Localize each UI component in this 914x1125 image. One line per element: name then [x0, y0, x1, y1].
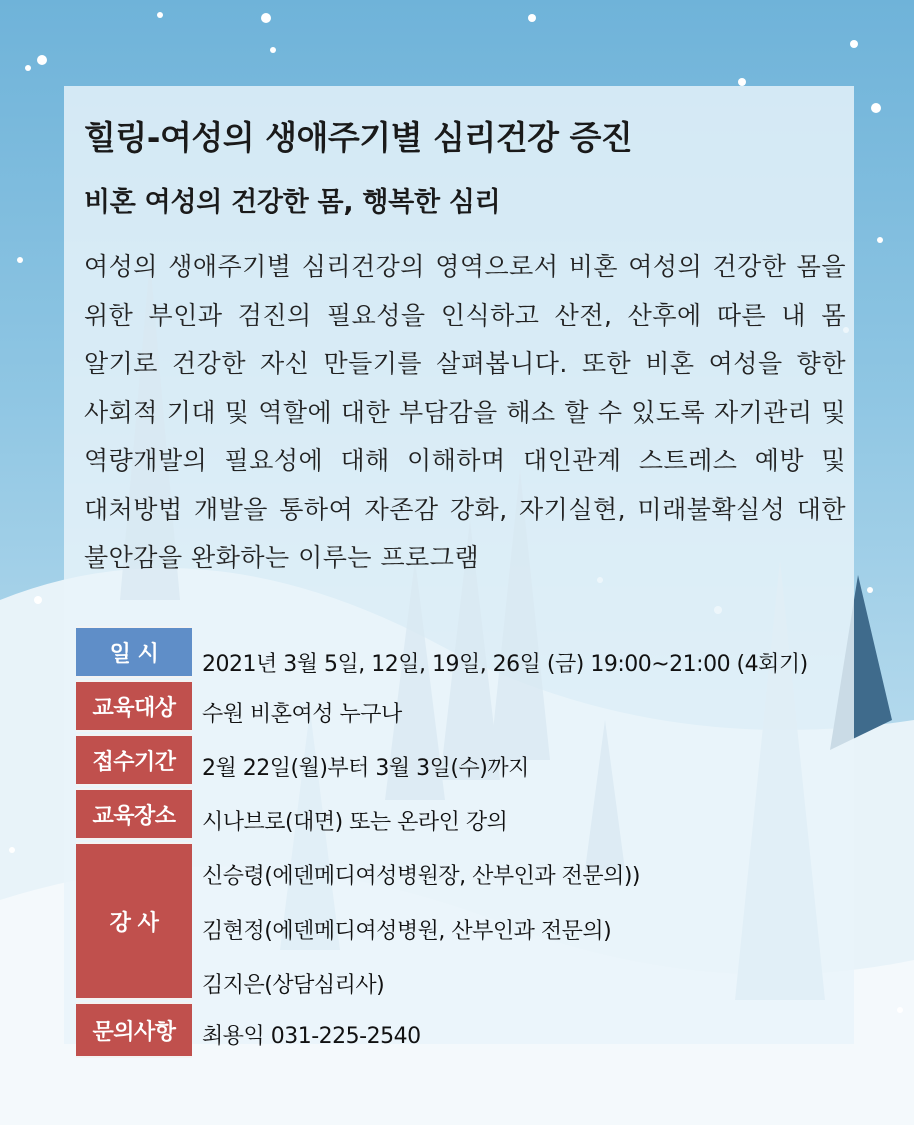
- instructors-label: 강 사: [76, 842, 192, 1000]
- location-value: 시나브로(대면) 또는 온라인 강의: [202, 809, 508, 835]
- date-value: 2021년 3월 5일, 12일, 19일, 26일 (금) 19:00~21:00 (4회기): [202, 651, 808, 677]
- target-label: 교육대상: [76, 680, 192, 732]
- program-description: 여성의 생애주기별 심리건강의 영역으로서 비혼 여성의 건강한 몸을 위한 부인과 검진의 필요성을 인식하고 산전, 산후에 따른 내 몸 알기로 건강한 자신 만들기를 살펴봅니다. 또한 비혼 여성을 향한 사회적 기대 및 역할에 대한 부담감을 해소 할 수 있도록 자기관리 및 역량개발의 필요성에 대해 이해하며 대인관계 스트레스 예방 및 대처방법 개발을 통하여 자존감 강화, 자기실현, 미래불확실성 대한 불안감을 완화하는 이루는 프로그램: [84, 252, 846, 572]
- date-label: 일 시: [76, 626, 192, 678]
- location-label: 교육장소: [76, 788, 192, 840]
- target-value: 수원 비혼여성 누구나: [202, 701, 402, 727]
- registration-value: 2월 22일(월)부터 3월 3일(수)까지: [202, 755, 529, 781]
- page-subtitle: 비혼 여성의 건강한 몸, 행복한 심리: [84, 187, 501, 218]
- instructor-item: 신승령(에덴메디여성병원장, 산부인과 전문의)): [202, 863, 641, 889]
- registration-label: 접수기간: [76, 734, 192, 786]
- contact-value: 최용익 031-225-2540: [202, 1023, 421, 1049]
- instructor-item: 김지은(상담심리사): [202, 972, 385, 998]
- instructor-item: 김현정(에덴메디여성병원, 산부인과 전문의): [202, 918, 612, 944]
- contact-label: 문의사항: [76, 1002, 192, 1058]
- page-title: 힐링-여성의 생애주기별 심리건강 증진: [84, 118, 633, 157]
